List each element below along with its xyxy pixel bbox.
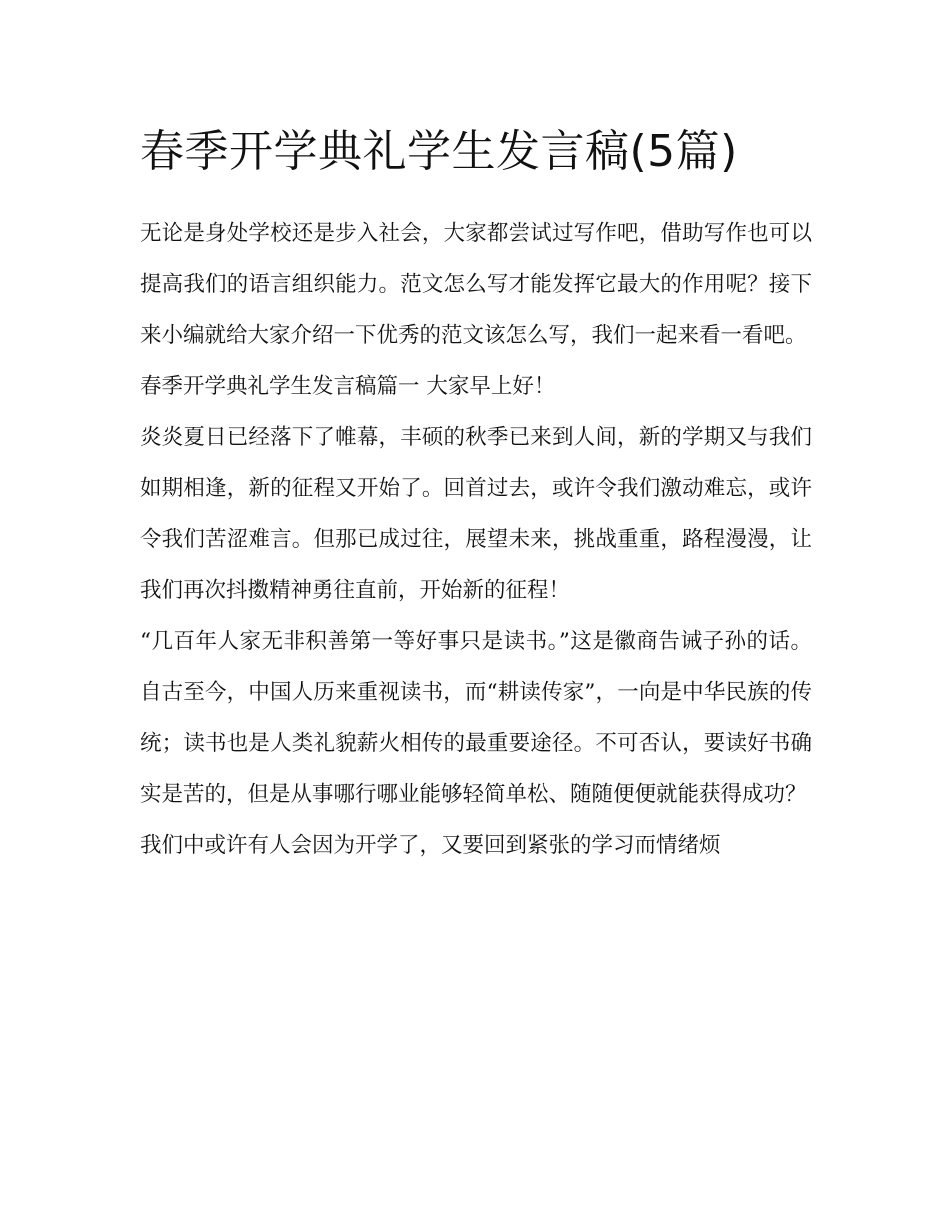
intro-paragraph: 无论是身处学校还是步入社会，大家都尝试过写作吧，借助写作也可以提高我们的语言组织能力。范文怎么写才能发挥它最大的作用呢？接下来小编就给大家介绍一下优秀的范文该怎么写，我们一起来看一看吧。	[140, 221, 812, 348]
document-title: 春季开学典礼学生发言稿(5篇)	[140, 126, 738, 177]
body-paragraph: “几百年人家无非积善第一等好事只是读书。”这是徽商告诫子孙的话。自古至今，中国人历来重视读书，而“耕读传家”，一向是中华民族的传统；读书也是人类礼貌薪火相传的最重要途径。不可否认，要读好书确实是苦的，但是从事哪行哪业能够轻简单松、随随便便就能获得成功？	[140, 629, 812, 807]
body-paragraph: 我们中或许有人会因为开学了，又要回到紧张的学习而情绪烦	[140, 833, 721, 858]
document-body	[140, 112, 812, 871]
body-paragraph: 炎炎夏日已经落下了帷幕，丰硕的秋季已来到人间，新的学期又与我们如期相逢，新的征程又开始了。回首过去，或许令我们激动难忘，或许令我们苦涩难言。但那已成过往，展望未来，挑战重重，路程漫漫，让我们再次抖擞精神勇往直前，开始新的征程！	[140, 425, 812, 603]
section-heading-paragraph: 春季开学典礼学生发言稿篇一 大家早上好！	[140, 374, 556, 399]
